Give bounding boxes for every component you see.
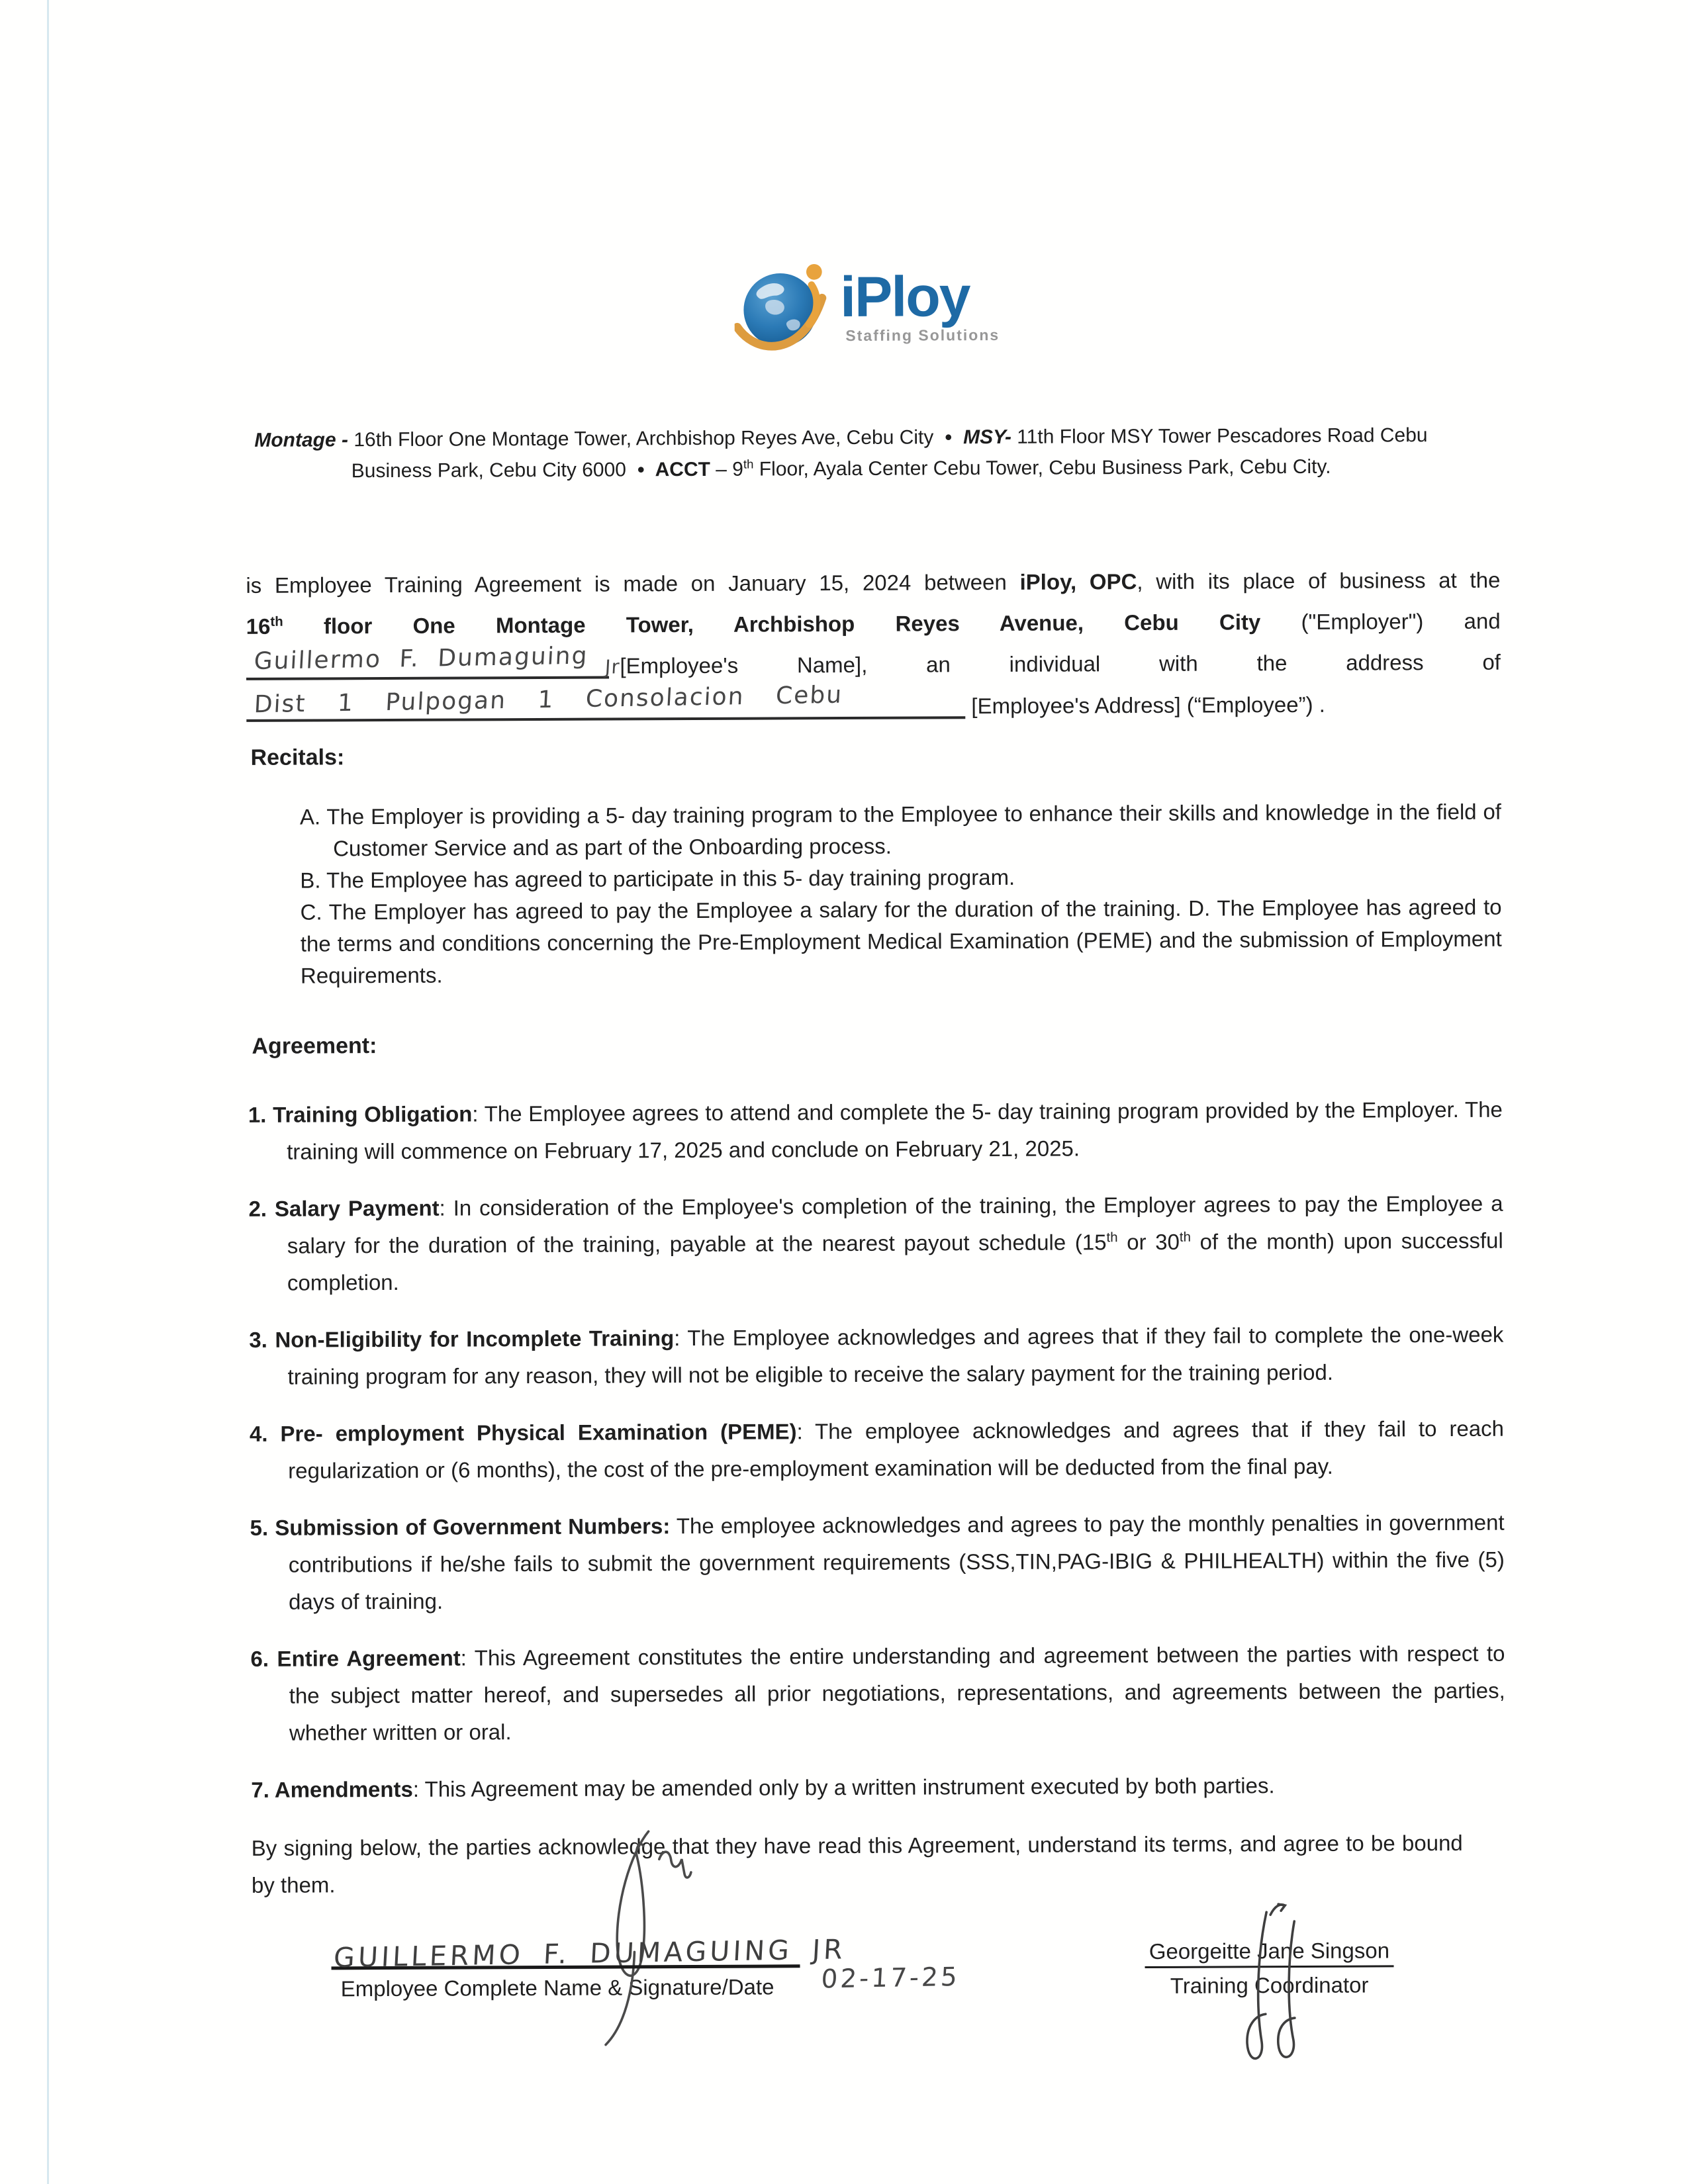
logo-tagline: Staffing Solutions	[845, 326, 1000, 344]
recitals-heading: Recitals:	[250, 745, 345, 770]
coordinator-name: Georgeitte Jane Singson	[1145, 1938, 1393, 1968]
item-title: 6. Entire Agreement	[250, 1645, 461, 1671]
intro-seg: [Employee's Name], an individual with the address of	[620, 649, 1501, 678]
item-title: 1. Training Obligation	[248, 1101, 473, 1127]
handwritten-signature-name: GUILLERMO F. DUMAGUING JR	[332, 1933, 847, 1974]
agreement-item-2	[248, 1185, 1503, 1302]
intro-seg-bold: 16	[246, 614, 271, 639]
item-body: : The Employee acknowledges and agrees that if they fail to complete the one-week training program for any reason, they will not be eligible to receive the salary payment for the training period.	[287, 1322, 1504, 1389]
recitals-list	[247, 796, 1502, 992]
item-title: 3. Non-Eligibility for Incomplete Training	[249, 1326, 675, 1352]
coordinator-signature-block	[1110, 1938, 1428, 1999]
intro-seg: [Employee's Address] (“Employee”) .	[965, 692, 1325, 719]
recital-item-b	[247, 860, 1501, 897]
agreement-item-1	[248, 1091, 1503, 1171]
handwritten-signature-date: 02-17-25	[820, 1962, 961, 1995]
coordinator-title: Training Coordinator	[1170, 1972, 1369, 1998]
handwritten-employee-name: Guillermo F. Dumaguing	[253, 642, 589, 675]
intro-seg-bold: floor One Montage Tower, Archbishop Reyes Avenue, Cebu City	[283, 610, 1261, 639]
employee-name-blank	[246, 642, 609, 680]
address-msy-text: 11th Floor MSY Tower Pescadores Road Cebu Business Park, Cebu City 6000	[351, 424, 1428, 482]
recital-label: B.	[300, 868, 321, 893]
recital-item-a	[247, 796, 1501, 865]
item-title: 4. Pre- employment Physical Examination (PEME)	[249, 1419, 797, 1446]
recital-label: A.	[299, 804, 321, 829]
bullet-icon: ●	[637, 462, 645, 477]
intro-seg: is Employee Training Agreement is made on January 15, 2024 between	[246, 569, 1020, 598]
item-title: 5. Submission of Government Numbers:	[250, 1514, 671, 1540]
employee-signature-block	[331, 1923, 1033, 2003]
intro-employer-name: iPloy, OPC	[1019, 569, 1137, 594]
address-acct-rest: Floor, Ayala Center Cebu Tower, Cebu Business Park, Cebu City.	[753, 455, 1331, 480]
bullet-icon: ●	[944, 430, 953, 445]
logo	[661, 255, 1072, 357]
agreement-item-3	[249, 1316, 1503, 1396]
item-body: : The Employee agrees to attend and complete the 5- day training program provided by the Employer. The training will commence on February 17, 2025 and conclude on February 21, 2025.	[287, 1097, 1503, 1164]
item-sup: th	[1179, 1229, 1191, 1245]
address-acct-label: ACCT	[650, 458, 716, 481]
employee-address-blank	[246, 681, 965, 722]
scan-artifact-line	[47, 0, 49, 2184]
agreement-item-6	[250, 1635, 1505, 1752]
intro-seg: , with its place of business at the	[1137, 567, 1501, 594]
item-sup: th	[1106, 1230, 1118, 1246]
closing-statement: By signing below, the parties acknowledge that they have read this Agreement, understand its terms, and agree to be bound by them.	[251, 1830, 1463, 1897]
intro-sup: th	[270, 614, 283, 629]
agreement-item-5	[250, 1504, 1505, 1621]
item-body: : This Agreement constitutes the entire understanding and agreement between the parties with respect to the subject matter hereof, and supersedes all prior negotiations, representations, and agreements between the parties, whether written or oral.	[289, 1641, 1505, 1745]
iploy-globe-icon	[734, 257, 839, 357]
document-body	[246, 560, 1506, 2003]
item-title: 2. Salary Payment	[248, 1195, 440, 1221]
recital-label: C.	[300, 899, 322, 925]
logo-text	[839, 264, 1000, 344]
item-body: of the month) upon successful completion.	[287, 1228, 1503, 1295]
recital-text: The Employer has agreed to pay the Employee a salary for the duration of the training. D. The Employee has agreed to the terms and conditions concerning the Pre-Employment Medical Examination (PEME) and the submission of Employment Requirements.	[300, 894, 1502, 988]
office-address	[218, 420, 1463, 487]
intro-line-4	[246, 681, 1501, 730]
logo-brand: iPloy	[839, 264, 970, 329]
recital-text: The Employee has agreed to participate in this 5- day training program.	[326, 864, 1015, 893]
address-acct-text: – 9	[716, 458, 744, 480]
employee-signature-label: Employee Complete Name & Signature/Date	[340, 1974, 774, 2001]
address-msy-label: MSY-	[957, 426, 1017, 449]
address-montage-text: 16th Floor One Montage Tower, Archbishop Reyes Ave, Cebu City	[353, 426, 939, 451]
employee-signature-line	[331, 1923, 847, 1974]
signature-section	[252, 1921, 1506, 2003]
item-body: : The employee acknowledges and agrees that if they fail to reach regularization or (6 months), the cost of the pre-employment examination will be deducted from the final pay.	[288, 1416, 1505, 1483]
item-body: : In consideration of the Employee's completion of the training, the Employer agrees to pay the Employee a salary for the duration of the training, payable at the nearest payout schedule (15	[287, 1191, 1503, 1258]
agreement-heading: Agreement:	[252, 1033, 377, 1059]
intro-line-1	[246, 560, 1500, 606]
item-body: The employee acknowledges and agrees to pay the monthly penalties in government contributions if he/she fails to submit the government requirements (SSS,TIN,PAG-IBIG & PHILHEALTH) within the five (5) days of training.	[288, 1510, 1505, 1614]
recital-text: The Employer is providing a 5- day training program to the Employee to enhance their skills and knowledge in the field of Customer Service and as part of the Onboarding process.	[326, 799, 1502, 861]
handwritten-jr-suffix: Jr	[604, 655, 621, 678]
address-acct-sup: th	[743, 457, 754, 471]
handwritten-employee-address: Dist 1 Pulpogan 1 Consolacion Cebu	[253, 681, 844, 719]
item-body: : This Agreement may be amended only by a written instrument executed by both parties.	[412, 1773, 1275, 1801]
recital-item-c	[247, 891, 1502, 992]
item-title: 7. Amendments	[251, 1776, 413, 1802]
intro-seg: ("Employer") and	[1260, 608, 1501, 635]
address-montage-label: Montage -	[254, 429, 354, 451]
item-body: or 30	[1117, 1229, 1180, 1255]
agreement-item-7	[251, 1766, 1505, 1809]
agreement-item-4	[250, 1410, 1504, 1490]
